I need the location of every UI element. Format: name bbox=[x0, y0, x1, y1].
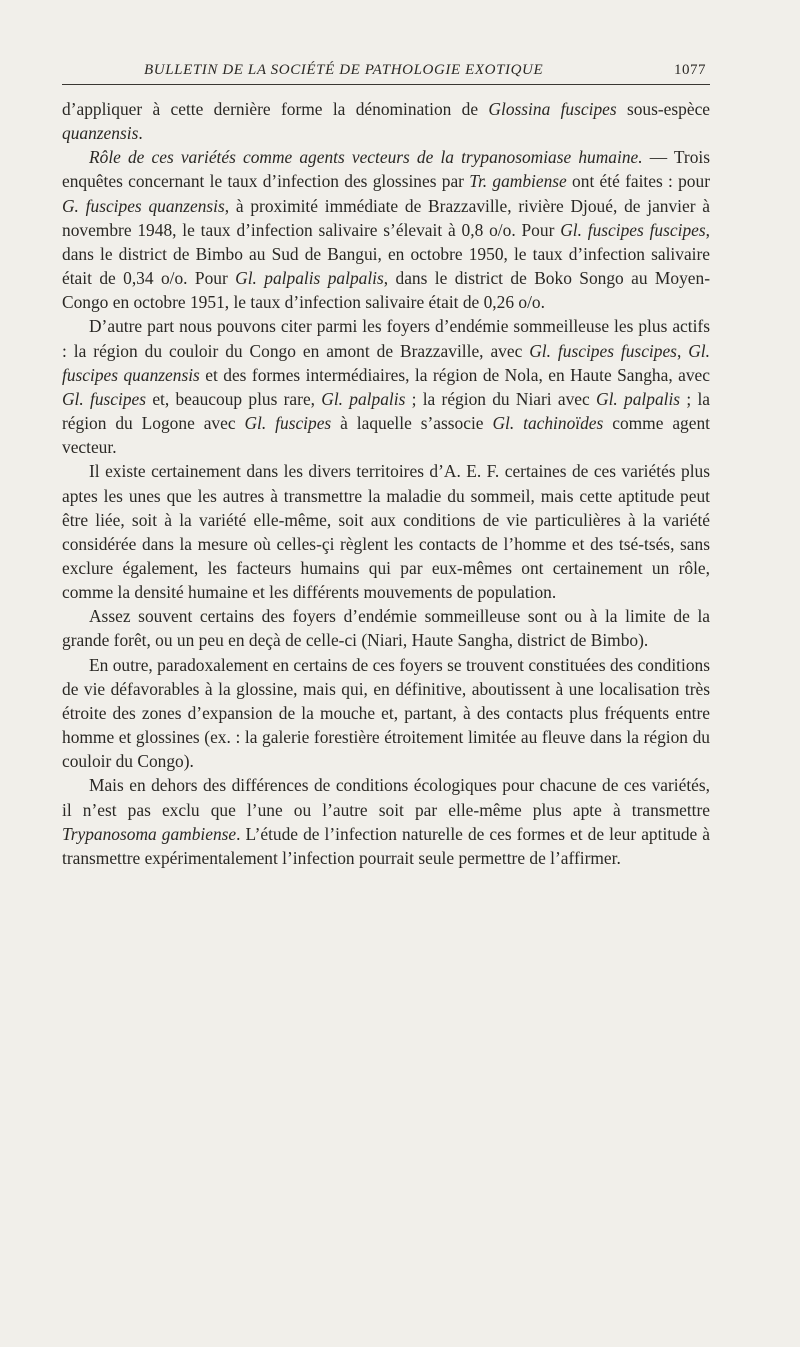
italic-text-run: Gl. tachinoïdes bbox=[492, 413, 604, 434]
text-run: — Trois enquêtes concernant le taux d’infection des glossines par bbox=[62, 147, 710, 192]
text-run: En outre, paradoxalement en certains de ces foyers se trouvent constituées des conditions de vie défavorables à la glossine, mais qui, en définitive, aboutissent à une localisation très étroite des zones d’expansion de la mouche et, partant, à des contacts plus fréquents entre homme et glossines (ex. : la galerie forestière étroitement limitée au fleuve dans la région du couloir du Congo). bbox=[62, 654, 710, 772]
italic-text-run: Gl. palpalis palpalis bbox=[235, 268, 384, 289]
book-page bbox=[62, 54, 710, 870]
text-run: ; la région du Niari avec bbox=[405, 388, 597, 409]
paragraph-continuation bbox=[62, 97, 710, 145]
italic-text-run: Glossina fuscipes bbox=[488, 99, 617, 119]
body-text bbox=[62, 97, 710, 870]
text-run: , bbox=[676, 340, 689, 361]
text-run: et des formes intermédiaires, la région de Nola, en Haute Sangha, avec bbox=[199, 364, 710, 385]
text-run: Il existe certainement dans les divers territoires d’A. E. F. certaines de ces variétés plus aptes les unes que les autres à transmettre la maladie du sommeil, mais cette aptitude peut être liée, soit à la variété elle-même, soit aux conditions de vie particulières à la variété considérée dans la mesure où celles-çi règlent les contacts de l’homme et des tsé-tsés, sans exclure également, les facteurs humains qui par eux-mêmes ont certainement un rôle, comme la densité humaine et les différents mouvements de population. bbox=[62, 461, 710, 603]
text-run: ont été faites : pour bbox=[566, 171, 710, 192]
italic-text-run: Gl. fuscipes fuscipes bbox=[529, 340, 677, 361]
italic-text-run: Gl. fuscipes bbox=[244, 413, 332, 434]
paragraph-conclusion bbox=[62, 773, 710, 870]
text-run: ; la région du Logone avec bbox=[62, 388, 710, 434]
text-run: , à proximité immédiate de Brazzaville, rivière Djoué, de janvier à novembre 1948, le taux d’infection salivaire s’élevait à 0,8 o/o. Pour bbox=[62, 195, 710, 240]
italic-text-run: Gl. palpalis bbox=[596, 388, 681, 409]
text-run: , dans le district de Boko Songo au Moyen-Congo en octobre 1951, le taux d’infection salivaire était de 0,26 o/o. bbox=[62, 268, 710, 313]
italic-text-run: quanzensis bbox=[62, 123, 139, 144]
italic-text-run: Gl. fuscipes quanzensis bbox=[62, 340, 710, 385]
page-number: 1077 bbox=[674, 62, 706, 78]
italic-text-run: Gl. palpalis bbox=[321, 388, 406, 409]
text-run: , dans le district de Bimbo au Sud de Bangui, en octobre 1950, le taux d’infection salivaire était de 0,34 o/o. Pour bbox=[62, 219, 710, 289]
text-run: à laquelle s’associe bbox=[331, 413, 493, 434]
italic-text-run: Gl. fuscipes bbox=[62, 388, 147, 409]
text-run: sous-espèce bbox=[616, 99, 711, 119]
running-header bbox=[62, 54, 710, 85]
text-run: . bbox=[138, 123, 143, 144]
paragraph-vector-role bbox=[62, 145, 710, 314]
italic-text-run: G. fuscipes quanzensis bbox=[62, 195, 225, 216]
paragraph-forest-limit bbox=[62, 604, 710, 652]
text-run: . L’étude de l’infection naturelle de ces formes et de leur aptitude à transmettre expérimentalement l’infection pourrait seule permettre de l’affirmer. bbox=[62, 823, 711, 868]
text-run: d’appliquer à cette dernière forme la dénomination de bbox=[62, 99, 489, 119]
italic-text-run: Trypanosoma gambiense bbox=[62, 823, 237, 844]
italic-text-run: Gl. fuscipes fuscipes bbox=[560, 219, 706, 240]
text-run: Assez souvent certains des foyers d’endémie sommeilleuse sont ou à la limite de la grande forêt, ou un peu en deçà de celle-ci (Niari, Haute Sangha, district de Bimbo). bbox=[62, 606, 710, 651]
italic-text-run: Rôle de ces variétés comme agents vecteurs de la trypanosomiase humaine. bbox=[89, 147, 643, 168]
text-run: comme agent vecteur. bbox=[62, 413, 710, 458]
paragraph-active-foci bbox=[62, 314, 710, 459]
italic-text-run: Tr. gambiense bbox=[469, 171, 567, 192]
journal-title: BULLETIN DE LA SOCIÉTÉ DE PATHOLOGIE EXOTIQUE bbox=[144, 62, 544, 78]
text-run: Mais en dehors des différences de conditions écologiques pour chacune de ces variétés, il n’est pas exclu que l’une ou l’autre soit par elle-même plus apte à transmettre bbox=[62, 775, 710, 820]
paragraph-paradox bbox=[62, 653, 710, 774]
paragraph-transmission-aptitude bbox=[62, 459, 710, 604]
text-run: D’autre part nous pouvons citer parmi les foyers d’endémie sommeilleuse les plus actifs : la région du couloir du Congo en amont de Brazzaville, avec bbox=[62, 316, 710, 361]
text-run: et, beaucoup plus rare, bbox=[146, 388, 322, 409]
